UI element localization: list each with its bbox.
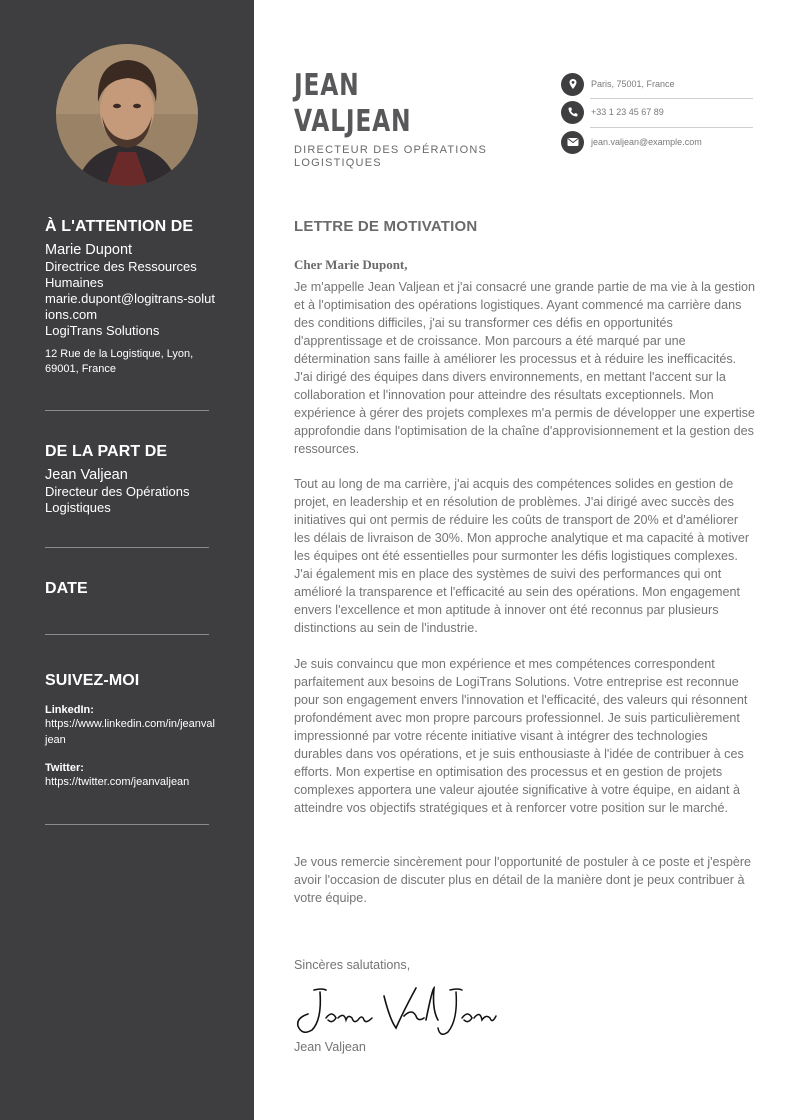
divider <box>45 410 209 411</box>
role-line: LOGISTIQUES <box>294 157 382 169</box>
contact-email-text[interactable]: jean.valjean@example.com <box>591 137 702 147</box>
divider <box>45 547 209 548</box>
sender-name: Jean Valjean <box>45 467 128 483</box>
linkedin-link[interactable]: https://www.linkedin.com/in/jeanvaljean <box>45 718 215 746</box>
recipient-title: Directrice des Ressources Humaines <box>45 259 197 290</box>
recipient-email[interactable]: marie.dupont@logitrans-solutions.com <box>45 291 216 322</box>
date-section <box>45 580 215 603</box>
contact-location <box>561 72 753 96</box>
divider <box>45 824 209 825</box>
contact-location-text: Paris, 75001, France <box>591 79 675 89</box>
twitter-label: Twitter: <box>45 762 84 774</box>
contact-phone-text[interactable]: +33 1 23 45 67 89 <box>591 107 664 117</box>
paragraph: Je m'appelle Jean Valjean et j'ai consacré une grande partie de ma vie à la gestion et à l'optimisation des opérations logistiques. Ayant commencé ma carrière dans des conditions difficiles, j'ai su transformer ces défis en opportunités d'apprentissage et de croissance. Mon parcours a été marqué par une détermination sans faille à améliorer les processus et à réduire les inefficacités. J'ai dirigé des équipes dans divers environnements, en mettant l'accent sur la collaboration et l'innovation pour atteindre des résultats exceptionnels. Mon expérience à gérer des projets complexes m'a permis de développer une expertise approfondie dans l'optimisation de la chaîne d'approvisionnement et la gestion des ressources. <box>294 280 756 456</box>
applicant-name <box>294 68 411 140</box>
paragraph: Tout au long de ma carrière, j'ai acquis des compétences solides en gestion de projet, en leadership et en résolution de problèmes. J'ai dirigé avec succès des initiatives qui ont permis de réduire les coûts de transport de 20% et d'améliorer les délais de livraison de 30%. Mon approche analytique et ma capacité à motiver les équipes ont été essentielles pour surmonter les défis logistiques complexes. J'ai également mis en place des systèmes de suivi des performances qui ont amélioré la transparence et l'efficacité au sein des opérations. Mon engagement envers l'excellence et mon aptitude à innover ont été reconnus par plusieurs distinctions au sein de l'industrie. <box>294 477 750 635</box>
phone-icon <box>561 101 584 124</box>
divider <box>45 634 209 635</box>
contact-phone <box>561 100 753 124</box>
letter-title: LETTRE DE MOTIVATION <box>294 218 478 235</box>
sidebar <box>0 0 254 1120</box>
signature <box>292 980 502 1047</box>
first-name: JEAN <box>294 68 360 103</box>
email-icon <box>561 131 584 154</box>
role-line: DIRECTEUR DES OPÉRATIONS <box>294 144 488 156</box>
applicant-role <box>294 144 494 170</box>
salutation: Cher Marie Dupont, <box>294 257 408 272</box>
recipient-heading: À L'ATTENTION DE <box>45 218 194 235</box>
sender-title: Directeur des Opérations Logistiques <box>45 484 190 515</box>
date-heading: DATE <box>45 580 88 597</box>
contact-email <box>561 130 753 154</box>
social-heading: SUIVEZ-MOI <box>45 672 140 689</box>
location-pin-icon <box>561 73 584 96</box>
sender-section <box>45 443 215 516</box>
closing: Sincères salutations, <box>294 958 411 972</box>
twitter-link[interactable]: https://twitter.com/jeanvaljean <box>45 776 190 788</box>
last-name: VALJEAN <box>294 104 412 139</box>
recipient-name: Marie Dupont <box>45 242 133 258</box>
divider <box>590 98 753 99</box>
sender-heading: DE LA PART DE <box>45 443 168 460</box>
profile-photo <box>56 44 198 186</box>
paragraph: Je vous remercie sincèrement pour l'opportunité de postuler à ce poste et j'espère avoir l'occasion de discuter plus en détail de la manière dont je peux contribuer à votre équipe. <box>294 855 752 905</box>
linkedin-label: LinkedIn: <box>45 704 94 716</box>
signer-name: Jean Valjean <box>294 1040 366 1054</box>
paragraph: Je suis convaincu que mon expérience et mes compétences correspondent parfaitement aux besoins de LogiTrans Solutions. Votre entreprise est reconnue pour son engagement envers l'innovation et l'efficacité, des valeurs qui résonnent profondément avec mon propre parcours professionnel. Je suis particulièrement impressionné par votre récente initiative visant à intégrer des technologies durables dans vos opérations, et je suis enthousiaste à l'idée de contribuer à ces efforts. Mon expertise en optimisation des processus et en gestion de projets complexes apportera une valeur ajoutée significative à votre équipe, en aidant à atteindre vos objectifs stratégiques et à renforcer votre position sur le marché. <box>294 657 748 815</box>
recipient-address: 12 Rue de la Logistique, Lyon, 69001, France <box>45 348 194 375</box>
recipient-company: LogiTrans Solutions <box>45 323 160 338</box>
recipient-section <box>45 218 215 377</box>
divider <box>590 127 753 128</box>
social-section <box>45 672 215 790</box>
